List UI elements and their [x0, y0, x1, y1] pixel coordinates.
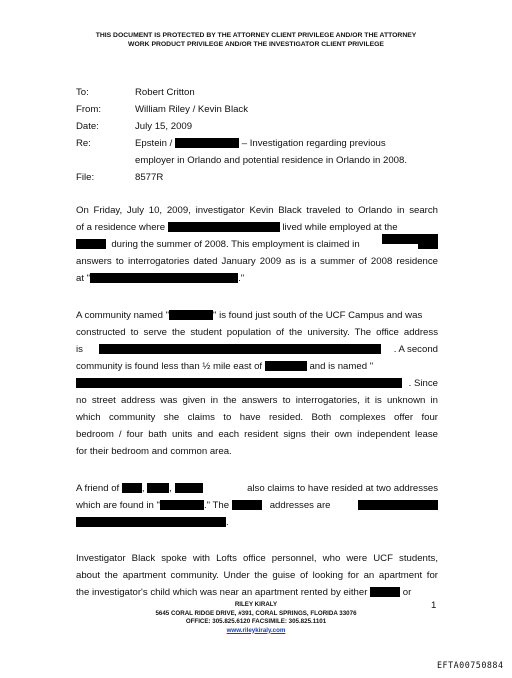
redaction: [76, 239, 106, 249]
header-line-2: WORK PRODUCT PRIVILEGE AND/OR THE INVESTIGATOR CLIENT PRIVILEGE: [128, 41, 384, 48]
re-label: Re:: [76, 138, 91, 149]
paragraph-2-line-9: for their bedroom and common area.: [76, 446, 232, 457]
bates-number: EFTA00750884: [437, 660, 504, 670]
paragraph-2-line-4: community is found less than ½ mile east of and is named ": [76, 361, 374, 372]
to-label: To:: [76, 87, 89, 98]
date-label: Date:: [76, 121, 99, 132]
paragraph-4-line-2: about the apartment community. Under the guise of looking for an apartment for: [76, 570, 438, 581]
redaction: [160, 500, 204, 510]
paragraph-1-line-4: answers to interrogatories dated January 2009 as is a summer of 2008 residence: [76, 256, 438, 267]
file-value: 8577R: [135, 172, 164, 183]
redaction: [122, 483, 142, 493]
paragraph-1-line-5: at " .": [76, 273, 245, 284]
redaction: [76, 378, 402, 388]
redaction: [232, 500, 262, 510]
to-value: Robert Critton: [135, 87, 195, 98]
paragraph-4-line-3: the investigator's child which was near an apartment rented by either or: [76, 587, 412, 598]
re-value-line-2: employer in Orlando and potential residence in Orlando in 2008.: [135, 155, 407, 166]
redaction: [99, 344, 381, 354]
paragraph-3-line-3: .: [76, 517, 438, 529]
redaction: [358, 500, 438, 510]
redaction: [168, 222, 280, 232]
redaction: [418, 239, 438, 249]
paragraph-3-line-1: A friend of , , also claims to have resided at two addresses: [76, 483, 438, 494]
file-label: File:: [76, 172, 95, 183]
footer-address: 5645 CORAL RIDGE DRIVE, #391, CORAL SPRINGS, FLORIDA 33076: [155, 609, 357, 617]
redaction: [370, 587, 400, 597]
paragraph-4-line-1: Investigator Black spoke with Lofts office personnel, who were UCF students,: [76, 553, 438, 564]
paragraph-3-line-2: which are found in " ." The addresses are: [76, 500, 438, 512]
paragraph-2-line-7: which community she claims to have resided. Both complexes offer four: [76, 412, 438, 423]
redaction: [169, 310, 213, 320]
paragraph-2-line-6: no street address was given in the answers to interrogatories, it is unknown in: [76, 395, 438, 406]
footer-phone: OFFICE: 305.825.6120 FACSIMILE: 305.825.1101: [185, 618, 327, 625]
paragraph-1-line-3: during the summer of 2008. This employment is claimed in: [76, 239, 438, 251]
header-line-1: THIS DOCUMENT IS PROTECTED BY THE ATTORNEY CLIENT PRIVILEGE AND/OR THE ATTORNEY: [95, 32, 417, 39]
redaction: [175, 138, 239, 148]
redaction: [175, 483, 203, 493]
redaction: [90, 273, 238, 283]
date-value: July 15, 2009: [135, 121, 193, 132]
paragraph-2-line-5: . Since: [76, 378, 438, 390]
from-value: William Riley / Kevin Black: [135, 104, 249, 115]
from-label: From:: [76, 104, 102, 115]
footer-website-link[interactable]: www.rileykiraly.com: [226, 626, 286, 634]
paragraph-1-line-1: On Friday, July 10, 2009, investigator Kevin Black traveled to Orlando in search: [76, 205, 438, 216]
paragraph-2-line-8: bedroom / four bath units and each resident signs their own independent lease: [76, 429, 438, 440]
footer-firm: RILEY KIRALY: [234, 601, 278, 608]
privilege-header: [60, 31, 452, 49]
paragraph-2-line-1: A community named " " is found just south of the UCF Campus and was: [76, 310, 423, 321]
redaction: [147, 483, 169, 493]
paragraph-2-line-3: is . A second: [76, 344, 438, 355]
paragraph-1-line-2: of a residence where lived while employed at the: [76, 222, 438, 234]
letterhead-footer: [100, 601, 412, 635]
paragraph-2-line-2: constructed to serve the student population of the university. The office address: [76, 327, 438, 338]
re-value: Epstein / – Investigation regarding previous: [135, 138, 386, 149]
redaction: [76, 517, 226, 527]
redaction: [265, 361, 307, 371]
page-number: 1: [431, 600, 437, 611]
